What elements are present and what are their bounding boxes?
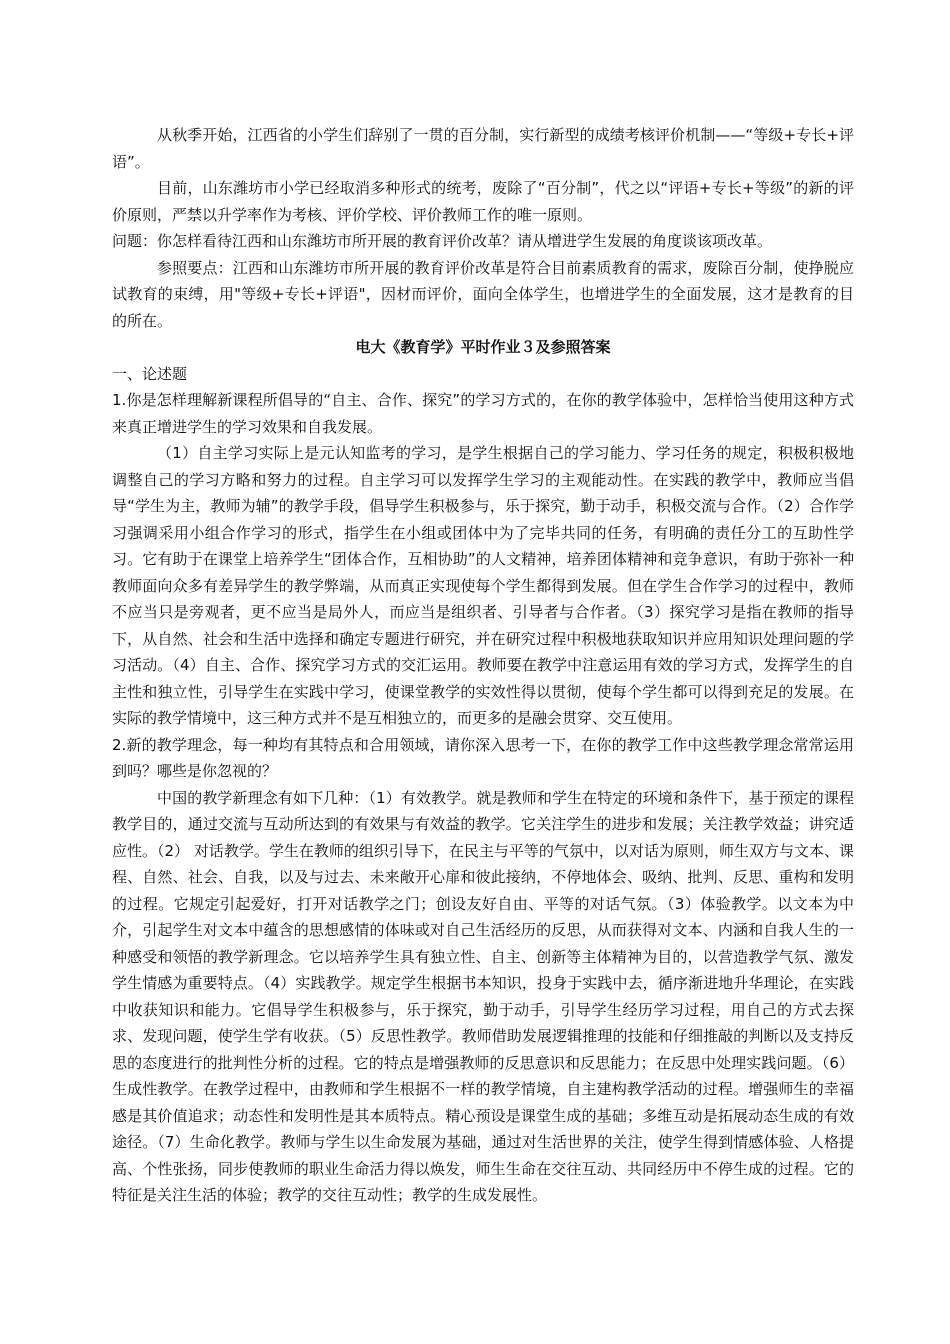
case-question: 问题：你怎样看待江西和山东潍坊市所开展的教育评价改革？请从增进学生发展的角度谈该项改革。 — [112, 232, 773, 250]
question-2: 2.新的教学理念，每一种均有其特点和合用领域，请你深入思考一下，在你的教学工作中这些教学理念常常运用到吗？哪些是你忽视的？ — [112, 735, 854, 780]
section-heading: 一、论述题 — [112, 364, 188, 383]
case-answer: 参照要点：江西和山东潍坊市所开展的教育评价改革是符合目前素质教育的需求，废除百分制，使挣脱应试教育的束缚，用"等级+专长+评语"，因材而评价，面向全体学生，也增进学生的全面发展，这才是教育的目的所在。 — [112, 258, 854, 330]
question-1: 1.你是怎样理解新课程所倡导的“自主、合作、探究”的学习方式的，在你的教学体验中，怎样恰当使用这种方式来真正增进学生的学习效果和自我发展。 — [112, 391, 854, 436]
case-paragraph-1: 从秋季开始，江西省的小学生们辞别了一贯的百分制，实行新型的成绩考核评价机制——“等级+专长+评语”。 — [112, 126, 854, 171]
assignment-title: 电大《教育学》平时作业３及参照答案 — [355, 338, 611, 356]
answer-2: 中国的教学新理念有如下几种：（1）有效教学。就是教师和学生在特定的环境和条件下，基于预定的课程教学目的，通过交流与互动所达到的有效果与有效益的教学。它关注学生的进步和发展；关注教学效益；讲究适应性。（2） 对话教学。学生在教师的组织引导下，在民主与平等的气氛中，以对话为原则，师生双方与文本、课程、自然、社会、自我，以及与过去、未来敞开心扉和彼此接纳，不停地体会、吸纳、批判、反思、重构和发明的过程。它规定引起爱好，打开对话教学之门；创设友好自由、平等的对话气氛。（3）体验教学。以文本为中介，引起学生对文本中蕴含的思想感情的体味或对自己生活经历的反思，从而获得对文本、内涵和自我人生的一种感受和领悟的教学新理念。它以培养学生具有独立性、自主、创新等主体精神为目的，以营造教学气氛、激发学生情感为重要特点。（4）实践教学。规定学生根据书本知识，投身于实践中去，循序渐进地升华理论，在实践中收获知识和能力。它倡导学生积极参与，乐于探究，勤于动手，引导学生经历学习过程，用自己的方式去探求、发现问题，使学生学有收获。（5）反思性教学。教师借助发展逻辑推理的技能和仔细推敲的判断以及支持反思的态度进行的批判性分析的过程。它的特点是增强教师的反思意识和反思能力；在反思中处理实践问题。（6）生成性教学。在教学过程中，由教师和学生根据不一样的教学情境，自主建构教学活动的过程。增强师生的幸福感是其价值追求；动态性和发明性是其本质特点。精心预设是课堂生成的基础；多维互动是拓展动态生成的有效途径。（7）生命化教学。教师与学生以生命发展为基础，通过对生活世界的关注，使学生得到情感体验、人格提高、个性张扬，同步使教师的职业生命活力得以焕发，师生生命在交往互动、共同经历中不停生成的过程。它的特征是关注生活的体验；教学的交往互动性；教学的生成发展性。 — [112, 788, 854, 1204]
answer-1: （1）自主学习实际上是元认知监考的学习，是学生根据自己的学习能力、学习任务的规定，积极积极地调整自己的学习方略和努力的过程。自主学习可以发挥学生学习的主观能动性。在实践的教学中，教师应当倡导“学生为主，教师为辅”的教学手段，倡导学生积极参与，乐于探究，勤于动手，积极交流与合作。（2）合作学习强调采用小组合作学习的形式，指学生在小组或团体中为了完毕共同的任务，有明确的责任分工的互助性学习。它有助于在课堂上培养学生“团体合作，互相协助”的人文精神，培养团体精神和竞争意识，有助于弥补一种教师面向众多有差异学生的教学弊端，从而真正实现使每个学生都得到发展。但在学生合作学习的过程中，教师不应当只是旁观者，更不应当是局外人，而应当是组织者、引导者与合作者。（3）探究学习是指在教师的指导下，从自然、社会和生活中选择和确定专题进行研究，并在研究过程中积极地获取知识并应用知识处理问题的学习活动。（4）自主、合作、探究学习方式的交汇运用。教师要在教学中注意运用有效的学习方式，发挥学生的自主性和独立性，引导学生在实践中学习，使课堂教学的实效性得以贯彻，使每个学生都可以得到充足的发展。在实际的教学情境中，这三种方式并不是互相独立的，而更多的是融会贯穿、交互使用。 — [112, 444, 854, 727]
document-page — [112, 122, 854, 1209]
case-paragraph-2: 目前，山东潍坊市小学已经取消多种形式的统考，废除了“百分制”，代之以“评语+专长+等级”的新的评价原则，严禁以升学率作为考核、评价学校、评价教师工作的唯一原则。 — [112, 179, 854, 224]
